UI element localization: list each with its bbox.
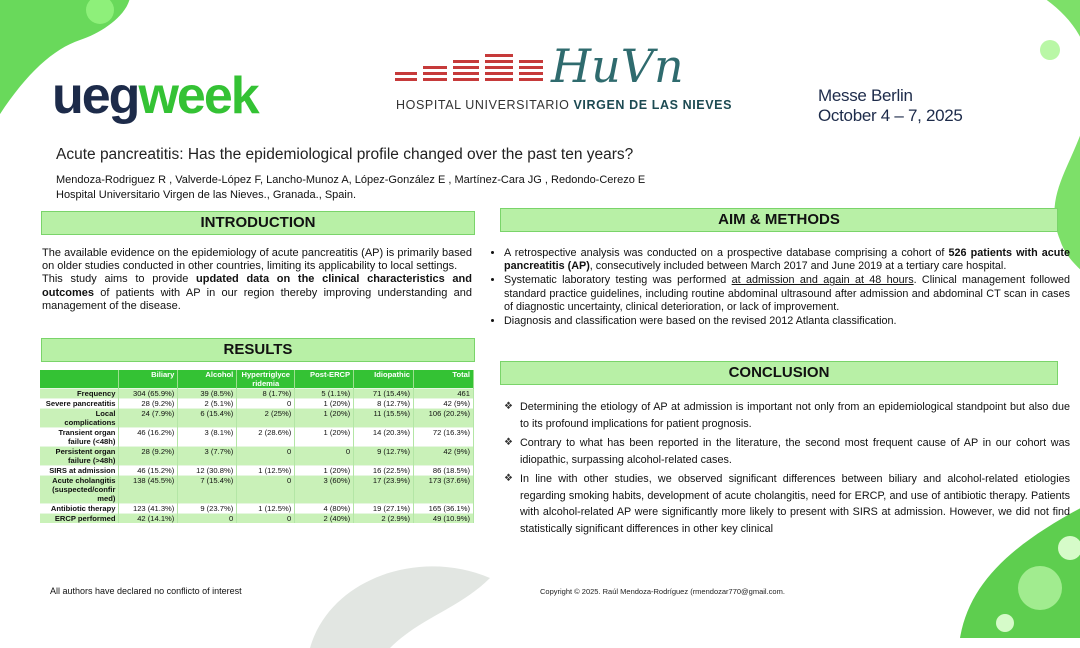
logo-week-text: week: [138, 67, 258, 125]
conclusion-list: [504, 399, 1070, 540]
venue-line1: Messe Berlin: [818, 86, 913, 105]
conclusion-text-3: In line with other studies, we observed significant differences between biliary and alcohol-related etiologies regarding smoking habits, development of acute cholangitis, need for ERCP, and use of antibiotic therapy. Patients with alcohol-related AP were significantly more likely to present with SIRS at admission. However, we did not find statistically significant differences in other key clinical: [520, 473, 1070, 535]
table-cell: 2 (40%): [295, 514, 354, 524]
table-cell: 2 (2.9%): [354, 514, 414, 524]
aim-b2-underline: at admission and again at 48 hours: [731, 274, 914, 287]
table-cell: 42 (9%): [414, 447, 474, 466]
introduction-paragraph-2: [42, 273, 472, 313]
table-row: [40, 466, 474, 476]
table-cell: 42 (14.1%): [119, 514, 178, 524]
col-header: Alcohol: [178, 370, 237, 389]
table-cell: 165 (36.1%): [414, 504, 474, 514]
row-label: Transient organ failure (<48h): [40, 428, 119, 447]
table-cell: 39 (8.5%): [178, 389, 237, 399]
table-cell: 8 (1.7%): [237, 389, 295, 399]
intro-p2-end: of patients with AP in our region thereby improving understanding and management of the disease.: [42, 286, 472, 312]
col-header: Biliary: [119, 370, 178, 389]
table-cell: 1 (12.5%): [237, 504, 295, 514]
introduction-header: INTRODUCTION: [41, 211, 475, 235]
conflict-of-interest-note: All authors have declared no conflicto of interest: [50, 586, 242, 596]
huvn-mark-text: HuVn: [551, 39, 684, 93]
table-cell: 86 (18.5%): [414, 466, 474, 476]
table-cell: 42 (9%): [414, 399, 474, 409]
table-cell: 1 (12.5%): [237, 466, 295, 476]
table-cell: 123 (41.3%): [119, 504, 178, 514]
row-label: Frequency: [40, 389, 119, 399]
introduction-text: [42, 247, 472, 313]
table-cell: 9 (12.7%): [354, 447, 414, 466]
table-cell: 11 (15.5%): [354, 409, 414, 428]
conclusion-text-1: Determining the etiology of AP at admission is important not only from an epidemiological standpoint but also due to its profound implications for patient prognosis.: [520, 401, 1070, 430]
table-row: [40, 409, 474, 428]
table-cell: 17 (23.9%): [354, 476, 414, 504]
table-cell: 3 (7.7%): [178, 447, 237, 466]
table-cell: 14 (20.3%): [354, 428, 414, 447]
row-label: Local complications: [40, 409, 119, 428]
conclusion-item-2: [504, 435, 1070, 468]
table-cell: 2 (28.6%): [237, 428, 295, 447]
conclusion-text-2: Contrary to what has been reported in the literature, the second most frequent cause of AP in our cohort was idiopathic, surpassing alcohol-related cases.: [520, 437, 1070, 466]
table-cell: 9 (23.7%): [178, 504, 237, 514]
diamond-bullet-icon: ❖: [504, 401, 513, 412]
col-header: Idiopathic: [354, 370, 414, 389]
row-label: Persistent organ failure (>48h): [40, 447, 119, 466]
table-cell: 24 (7.9%): [119, 409, 178, 428]
table-cell: 2 (5.1%): [178, 399, 237, 409]
table-cell: 12 (30.8%): [178, 466, 237, 476]
aim-bullet-1: [504, 247, 1070, 273]
diamond-bullet-icon: ❖: [504, 473, 513, 484]
col-header: [40, 370, 119, 389]
table-cell: 106 (20.2%): [414, 409, 474, 428]
table-cell: 304 (65.9%): [119, 389, 178, 399]
col-header: Hypertriglyce ridemia: [237, 370, 295, 389]
table-row: [40, 476, 474, 504]
conclusion-header: CONCLUSION: [500, 361, 1058, 385]
results-table: [40, 370, 474, 523]
venue-info: [818, 86, 963, 125]
table-cell: 71 (15.4%): [354, 389, 414, 399]
results-header: RESULTS: [41, 338, 475, 362]
hospital-name-plain: HOSPITAL UNIVERSITARIO: [396, 98, 574, 112]
table-cell: 0: [237, 399, 295, 409]
table-row: [40, 447, 474, 466]
col-header: Post-ERCP: [295, 370, 354, 389]
table-cell: 2 (25%): [237, 409, 295, 428]
intro-p2-start: This study aims to provide: [42, 273, 196, 286]
author-block: [56, 173, 645, 203]
venue-dates: October 4 – 7, 2025: [818, 105, 963, 125]
table-cell: 49 (10.9%): [414, 514, 474, 524]
table-cell: 1 (20%): [295, 466, 354, 476]
results-body: [40, 389, 474, 524]
introduction-paragraph-1: The available evidence on the epidemiology of acute pancreatitis (AP) is primarily based on older studies conducted in other countries, limiting its applicability to local settings.: [42, 247, 472, 273]
hospital-name-bold: VIRGEN DE LAS NIEVES: [573, 98, 733, 112]
col-header: Total: [414, 370, 474, 389]
table-cell: 1 (20%): [295, 428, 354, 447]
table-cell: 0: [237, 476, 295, 504]
table-cell: 28 (9.2%): [119, 399, 178, 409]
row-label: ERCP performed: [40, 514, 119, 524]
author-affiliation: Hospital Universitario Virgen de las Nieves., Granada., Spain.: [56, 189, 357, 201]
table-cell: 0: [237, 447, 295, 466]
logo-ueg-text: ueg: [52, 67, 139, 125]
row-label: Antibiotic therapy: [40, 504, 119, 514]
table-cell: 138 (45.5%): [119, 476, 178, 504]
aim-b1-start: A retrospective analysis was conducted on a prospective database comprising a cohort of: [504, 247, 949, 259]
table-cell: 4 (80%): [295, 504, 354, 514]
table-cell: 1 (20%): [295, 409, 354, 428]
results-header-row: [40, 370, 474, 389]
table-row: [40, 389, 474, 399]
aim-bullet-3: • Diagnosis and classification were based on the revised 2012 Atlanta classification.: [504, 315, 1070, 328]
conclusion-item-1: [504, 399, 1070, 432]
ueg-week-logo: [52, 67, 258, 125]
table-row: [40, 514, 474, 524]
aim-b2-end: . Clinical management followed standard practice guidelines, including routine abdominal ultrasound after admission and abdominal CT scan in cases of diagnostic uncertainty, clinical deterioration, or lack of improvement.: [504, 274, 1070, 313]
table-cell: 0: [178, 514, 237, 524]
aim-b2-start: Systematic laboratory testing was performed: [504, 274, 732, 287]
poster-title: Acute pancreatitis: Has the epidemiological profile changed over the past ten years?: [56, 146, 634, 163]
table-cell: 8 (12.7%): [354, 399, 414, 409]
table-cell: 3 (60%): [295, 476, 354, 504]
table-cell: 46 (15.2%): [119, 466, 178, 476]
row-label: SIRS at admission: [40, 466, 119, 476]
table-cell: 1 (20%): [295, 399, 354, 409]
table-cell: 5 (1.1%): [295, 389, 354, 399]
row-label: Acute cholangitis (suspected/confir med): [40, 476, 119, 504]
decorative-grey-organ: [300, 538, 500, 648]
aim-b1-bold: 526 patients with acute pancreatitis (AP): [504, 247, 1070, 273]
table-row: [40, 428, 474, 447]
aim-methods-header: AIM & METHODS: [500, 208, 1058, 232]
author-list: Mendoza-Rodriguez R , Valverde-López F, Lancho-Munoz A, López-González E , Martínez-Cara JG , Redondo-Cerezo E: [56, 174, 646, 186]
table-row: [40, 504, 474, 514]
table-cell: 28 (9.2%): [119, 447, 178, 466]
aim-b1-end: , consecutively included between March 2017 and June 2019 at a tertiary care hospital.: [589, 260, 1007, 273]
table-cell: 19 (27.1%): [354, 504, 414, 514]
aim-bullet-2: [504, 274, 1070, 314]
table-cell: 46 (16.2%): [119, 428, 178, 447]
hospital-name: [396, 98, 732, 112]
table-cell: 3 (8.1%): [178, 428, 237, 447]
table-cell: 16 (22.5%): [354, 466, 414, 476]
table-cell: 0: [295, 447, 354, 466]
table-cell: 6 (15.4%): [178, 409, 237, 428]
table-cell: 72 (16.3%): [414, 428, 474, 447]
table-cell: 173 (37.6%): [414, 476, 474, 504]
aim-methods-list: [490, 247, 1070, 329]
table-row: [40, 399, 474, 409]
table-cell: 7 (15.4%): [178, 476, 237, 504]
intro-p2-bold: updated data on the clinical characteristics and outcomes: [42, 273, 472, 299]
huvn-logo-mark: [393, 26, 713, 96]
diamond-bullet-icon: ❖: [504, 437, 513, 448]
table-cell: 461: [414, 389, 474, 399]
copyright-note: Copyright © 2025. Raúl Mendoza-Rodríguez (rmendozar770@gmail.com.: [540, 587, 785, 596]
row-label: Severe pancreatitis: [40, 399, 119, 409]
table-cell: 0: [237, 514, 295, 524]
conclusion-item-3: [504, 471, 1070, 537]
